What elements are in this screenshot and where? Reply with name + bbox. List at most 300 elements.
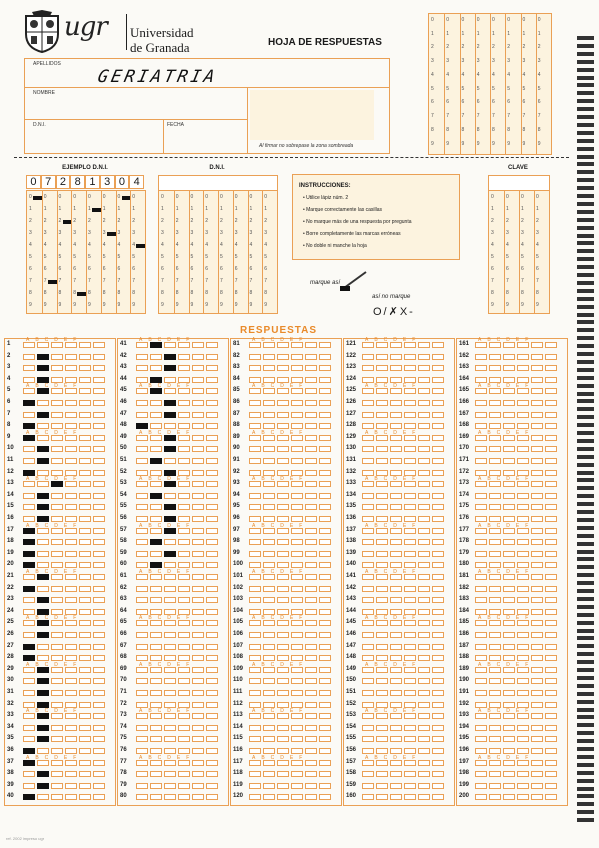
- answer-bubble-d[interactable]: [65, 516, 77, 522]
- answer-bubble-f[interactable]: [432, 458, 444, 464]
- grid-digit-0[interactable]: 0: [161, 194, 164, 200]
- answer-bubble-e[interactable]: [418, 609, 430, 615]
- answer-bubble-d[interactable]: [178, 632, 190, 638]
- answer-bubble-f[interactable]: [545, 504, 557, 510]
- answer-bubble-f[interactable]: [545, 539, 557, 545]
- answer-bubble-f[interactable]: [206, 423, 218, 429]
- answer-bubble-f[interactable]: [93, 504, 105, 510]
- answer-bubble-d[interactable]: [65, 725, 77, 731]
- answer-bubble-a[interactable]: [136, 783, 148, 789]
- grid-digit-8[interactable]: 8: [461, 126, 465, 133]
- grid-digit-5[interactable]: 5: [205, 253, 209, 260]
- answer-bubble-e[interactable]: [305, 551, 317, 557]
- answer-bubble-d[interactable]: [291, 644, 303, 650]
- grid-digit-9[interactable]: 9: [431, 140, 434, 147]
- answer-bubble-b[interactable]: [37, 690, 49, 696]
- answer-bubble-b[interactable]: [376, 690, 388, 696]
- answer-bubble-b[interactable]: [263, 794, 275, 800]
- answer-bubble-f[interactable]: [319, 551, 331, 557]
- answer-bubble-f[interactable]: [319, 794, 331, 800]
- answer-bubble-f[interactable]: [545, 388, 557, 394]
- grid-digit-5[interactable]: 5: [161, 253, 164, 260]
- answer-bubble-d[interactable]: [178, 493, 190, 499]
- answer-bubble-b[interactable]: [263, 771, 275, 777]
- grid-digit-6[interactable]: 6: [264, 265, 268, 272]
- answer-bubble-f[interactable]: [545, 713, 557, 719]
- answer-bubble-b[interactable]: [489, 470, 501, 476]
- grid-digit-9[interactable]: 9: [537, 140, 541, 147]
- answer-bubble-b[interactable]: [376, 609, 388, 615]
- answer-bubble-e[interactable]: [305, 748, 317, 754]
- answer-bubble-d[interactable]: [178, 644, 190, 650]
- answer-bubble-f[interactable]: [319, 748, 331, 754]
- answer-bubble-d[interactable]: [178, 702, 190, 708]
- answer-bubble-c[interactable]: [51, 632, 63, 638]
- answer-bubble-c[interactable]: [503, 644, 515, 650]
- answer-bubble-f[interactable]: [93, 713, 105, 719]
- grid-digit-8[interactable]: 8: [264, 289, 268, 296]
- answer-bubble-f[interactable]: [545, 365, 557, 371]
- answer-bubble-f[interactable]: [319, 771, 331, 777]
- answer-bubble-c[interactable]: [51, 504, 63, 510]
- answer-bubble-e[interactable]: [418, 504, 430, 510]
- answer-bubble-e[interactable]: [192, 783, 204, 789]
- answer-bubble-c[interactable]: [51, 609, 63, 615]
- answer-bubble-d[interactable]: [517, 400, 529, 406]
- answer-bubble-e[interactable]: [192, 597, 204, 603]
- answer-bubble-c[interactable]: [277, 632, 289, 638]
- answer-bubble-d[interactable]: [178, 412, 190, 418]
- grid-digit-7[interactable]: 7: [220, 277, 223, 284]
- answer-bubble-a[interactable]: [23, 644, 35, 650]
- answer-bubble-f[interactable]: [545, 748, 557, 754]
- answer-bubble-f[interactable]: [206, 539, 218, 545]
- answer-bubble-b[interactable]: [376, 597, 388, 603]
- answer-bubble-c[interactable]: [51, 783, 63, 789]
- grid-digit-8[interactable]: 8: [446, 126, 450, 133]
- answer-bubble-a[interactable]: [475, 377, 487, 383]
- answer-bubble-c[interactable]: [390, 539, 402, 545]
- answer-bubble-b[interactable]: [376, 539, 388, 545]
- grid-digit-0[interactable]: 0: [492, 17, 495, 23]
- answer-bubble-d[interactable]: [517, 470, 529, 476]
- answer-bubble-f[interactable]: [319, 655, 331, 661]
- answer-bubble-d[interactable]: [291, 678, 303, 684]
- answer-bubble-f[interactable]: [319, 713, 331, 719]
- grid-digit-3[interactable]: 3: [491, 229, 494, 236]
- answer-bubble-a[interactable]: [475, 632, 487, 638]
- answer-bubble-f[interactable]: [432, 446, 444, 452]
- answer-bubble-d[interactable]: [178, 690, 190, 696]
- answer-bubble-d[interactable]: [178, 736, 190, 742]
- answer-bubble-d[interactable]: [404, 597, 416, 603]
- answer-bubble-d[interactable]: [404, 551, 416, 557]
- answer-bubble-c[interactable]: [277, 365, 289, 371]
- answer-bubble-f[interactable]: [432, 377, 444, 383]
- answer-bubble-b[interactable]: [489, 354, 501, 360]
- answer-bubble-c[interactable]: [164, 551, 176, 557]
- answer-bubble-f[interactable]: [206, 504, 218, 510]
- answer-bubble-f[interactable]: [432, 748, 444, 754]
- grid-digit-4[interactable]: 4: [537, 71, 541, 78]
- answer-bubble-c[interactable]: [503, 504, 515, 510]
- answer-bubble-a[interactable]: [249, 586, 261, 592]
- answer-bubble-c[interactable]: [164, 783, 176, 789]
- grid-digit-4[interactable]: 4: [264, 241, 268, 248]
- answer-bubble-e[interactable]: [305, 678, 317, 684]
- answer-bubble-d[interactable]: [517, 794, 529, 800]
- answer-bubble-f[interactable]: [432, 528, 444, 534]
- answer-bubble-b[interactable]: [37, 644, 49, 650]
- answer-bubble-d[interactable]: [517, 458, 529, 464]
- dni-digit-boxes[interactable]: [158, 175, 278, 191]
- answer-bubble-b[interactable]: [150, 446, 162, 452]
- answer-bubble-f[interactable]: [432, 435, 444, 441]
- answer-bubble-c[interactable]: [390, 632, 402, 638]
- answer-bubble-e[interactable]: [531, 354, 543, 360]
- answer-bubble-c[interactable]: [390, 655, 402, 661]
- answer-bubble-f[interactable]: [93, 481, 105, 487]
- answer-bubble-b[interactable]: [489, 458, 501, 464]
- answer-bubble-f[interactable]: [93, 644, 105, 650]
- answer-bubble-c[interactable]: [503, 493, 515, 499]
- answer-bubble-f[interactable]: [432, 562, 444, 568]
- answer-bubble-f[interactable]: [206, 713, 218, 719]
- answer-bubble-a[interactable]: [362, 504, 374, 510]
- answer-bubble-c[interactable]: [503, 551, 515, 557]
- answer-bubble-d[interactable]: [178, 609, 190, 615]
- answer-bubble-b[interactable]: [489, 539, 501, 545]
- grid-digit-0[interactable]: 0: [446, 17, 450, 23]
- answer-bubble-d[interactable]: [404, 678, 416, 684]
- answer-bubble-f[interactable]: [432, 702, 444, 708]
- answer-bubble-f[interactable]: [93, 783, 105, 789]
- answer-bubble-d[interactable]: [65, 504, 77, 510]
- answer-bubble-a[interactable]: [362, 493, 374, 499]
- answer-bubble-e[interactable]: [531, 458, 543, 464]
- answer-bubble-b[interactable]: [263, 504, 275, 510]
- answer-bubble-f[interactable]: [545, 620, 557, 626]
- answer-bubble-c[interactable]: [164, 458, 176, 464]
- answer-bubble-e[interactable]: [418, 655, 430, 661]
- answer-bubble-b[interactable]: [37, 794, 49, 800]
- grid-digit-6[interactable]: 6: [476, 99, 480, 106]
- answer-bubble-c[interactable]: [277, 400, 289, 406]
- grid-digit-1[interactable]: 1: [249, 205, 253, 212]
- answer-bubble-d[interactable]: [291, 504, 303, 510]
- top-code-grid[interactable]: [428, 13, 552, 155]
- answer-bubble-a[interactable]: [475, 690, 487, 696]
- answer-bubble-f[interactable]: [93, 539, 105, 545]
- answer-bubble-f[interactable]: [206, 783, 218, 789]
- answer-bubble-c[interactable]: [390, 423, 402, 429]
- answer-bubble-f[interactable]: [93, 748, 105, 754]
- answer-bubble-b[interactable]: [37, 597, 49, 603]
- grid-digit-0[interactable]: 0: [249, 194, 253, 200]
- answer-bubble-a[interactable]: [23, 794, 35, 800]
- answer-bubble-f[interactable]: [93, 365, 105, 371]
- answer-bubble-a[interactable]: [475, 702, 487, 708]
- answer-bubble-f[interactable]: [319, 690, 331, 696]
- answer-bubble-b[interactable]: [150, 458, 162, 464]
- answer-bubble-e[interactable]: [79, 493, 91, 499]
- answer-bubble-e[interactable]: [418, 365, 430, 371]
- grid-digit-2[interactable]: 2: [205, 217, 209, 224]
- answer-bubble-f[interactable]: [93, 412, 105, 418]
- answer-bubble-a[interactable]: [475, 423, 487, 429]
- answer-bubble-e[interactable]: [531, 377, 543, 383]
- answer-bubble-c[interactable]: [277, 586, 289, 592]
- answer-bubble-c[interactable]: [390, 551, 402, 557]
- answer-bubble-e[interactable]: [418, 470, 430, 476]
- answer-bubble-c[interactable]: [503, 446, 515, 452]
- grid-digit-8[interactable]: 8: [234, 289, 238, 296]
- answer-bubble-b[interactable]: [376, 748, 388, 754]
- grid-digit-3[interactable]: 3: [220, 229, 223, 236]
- answer-bubble-c[interactable]: [277, 736, 289, 742]
- answer-bubble-e[interactable]: [418, 539, 430, 545]
- answer-bubble-b[interactable]: [37, 377, 49, 383]
- grid-digit-5[interactable]: 5: [492, 85, 495, 92]
- grid-digit-9[interactable]: 9: [175, 301, 179, 308]
- answer-bubble-b[interactable]: [376, 470, 388, 476]
- answer-bubble-c[interactable]: [390, 412, 402, 418]
- grid-digit-7[interactable]: 7: [521, 277, 524, 284]
- answer-bubble-b[interactable]: [489, 446, 501, 452]
- answer-bubble-f[interactable]: [545, 400, 557, 406]
- answer-bubble-a[interactable]: [249, 354, 261, 360]
- answer-bubble-d[interactable]: [404, 644, 416, 650]
- answer-bubble-b[interactable]: [150, 644, 162, 650]
- answer-bubble-d[interactable]: [178, 539, 190, 545]
- answer-bubble-d[interactable]: [517, 504, 529, 510]
- answer-bubble-b[interactable]: [376, 504, 388, 510]
- grid-digit-8[interactable]: 8: [161, 289, 164, 296]
- answer-bubble-b[interactable]: [489, 400, 501, 406]
- answer-bubble-e[interactable]: [79, 423, 91, 429]
- answer-bubble-c[interactable]: [51, 516, 63, 522]
- answer-bubble-c[interactable]: [51, 446, 63, 452]
- grid-digit-6[interactable]: 6: [161, 265, 164, 272]
- answer-bubble-e[interactable]: [418, 794, 430, 800]
- answer-bubble-a[interactable]: [362, 586, 374, 592]
- answer-bubble-b[interactable]: [263, 470, 275, 476]
- answer-bubble-d[interactable]: [178, 377, 190, 383]
- answer-bubble-a[interactable]: [249, 562, 261, 568]
- answer-bubble-c[interactable]: [390, 458, 402, 464]
- answer-bubble-c[interactable]: [277, 702, 289, 708]
- grid-digit-5[interactable]: 5: [522, 85, 526, 92]
- answer-bubble-a[interactable]: [362, 365, 374, 371]
- answer-bubble-f[interactable]: [93, 667, 105, 673]
- answer-bubble-f[interactable]: [206, 609, 218, 615]
- answer-bubble-f[interactable]: [93, 760, 105, 766]
- answer-bubble-c[interactable]: [164, 412, 176, 418]
- grid-digit-7[interactable]: 7: [536, 277, 539, 284]
- answer-bubble-c[interactable]: [390, 400, 402, 406]
- answer-bubble-f[interactable]: [319, 365, 331, 371]
- answer-bubble-f[interactable]: [319, 470, 331, 476]
- answer-bubble-d[interactable]: [65, 354, 77, 360]
- answer-bubble-a[interactable]: [23, 354, 35, 360]
- answer-bubble-d[interactable]: [291, 794, 303, 800]
- answer-bubble-b[interactable]: [150, 771, 162, 777]
- answer-bubble-c[interactable]: [164, 771, 176, 777]
- clave-grid[interactable]: [488, 190, 550, 314]
- answer-bubble-b[interactable]: [489, 736, 501, 742]
- answer-bubble-b[interactable]: [489, 586, 501, 592]
- answer-bubble-a[interactable]: [136, 736, 148, 742]
- grid-digit-9[interactable]: 9: [190, 301, 194, 308]
- grid-digit-0[interactable]: 0: [536, 194, 539, 200]
- answer-bubble-c[interactable]: [277, 423, 289, 429]
- answer-bubble-c[interactable]: [390, 794, 402, 800]
- answer-bubble-b[interactable]: [37, 783, 49, 789]
- answer-bubble-d[interactable]: [517, 655, 529, 661]
- answer-bubble-f[interactable]: [319, 632, 331, 638]
- answer-bubble-f[interactable]: [93, 377, 105, 383]
- answer-bubble-b[interactable]: [376, 493, 388, 499]
- answer-bubble-f[interactable]: [545, 412, 557, 418]
- answer-bubble-f[interactable]: [206, 365, 218, 371]
- grid-digit-1[interactable]: 1: [175, 205, 179, 212]
- answer-bubble-c[interactable]: [390, 470, 402, 476]
- grid-digit-3[interactable]: 3: [161, 229, 164, 236]
- answer-bubble-a[interactable]: [23, 690, 35, 696]
- answer-bubble-a[interactable]: [23, 400, 35, 406]
- answer-bubble-a[interactable]: [475, 771, 487, 777]
- answer-bubble-b[interactable]: [150, 400, 162, 406]
- answer-bubble-b[interactable]: [376, 586, 388, 592]
- answer-bubble-b[interactable]: [150, 562, 162, 568]
- answer-bubble-d[interactable]: [404, 446, 416, 452]
- answer-bubble-d[interactable]: [65, 655, 77, 661]
- answer-bubble-c[interactable]: [503, 783, 515, 789]
- answer-bubble-e[interactable]: [79, 702, 91, 708]
- grid-digit-5[interactable]: 5: [175, 253, 179, 260]
- answer-bubble-e[interactable]: [305, 423, 317, 429]
- answer-bubble-d[interactable]: [517, 783, 529, 789]
- grid-digit-2[interactable]: 2: [161, 217, 164, 224]
- answer-bubble-e[interactable]: [418, 377, 430, 383]
- answer-bubble-d[interactable]: [517, 365, 529, 371]
- answer-bubble-e[interactable]: [418, 597, 430, 603]
- grid-digit-7[interactable]: 7: [234, 277, 238, 284]
- answer-bubble-f[interactable]: [93, 470, 105, 476]
- answer-bubble-b[interactable]: [376, 771, 388, 777]
- answer-bubble-c[interactable]: [503, 516, 515, 522]
- answer-bubble-a[interactable]: [362, 736, 374, 742]
- answer-bubble-e[interactable]: [192, 365, 204, 371]
- grid-digit-0[interactable]: 0: [476, 17, 480, 23]
- answer-bubble-a[interactable]: [362, 516, 374, 522]
- answer-bubble-c[interactable]: [503, 609, 515, 615]
- answer-bubble-f[interactable]: [319, 458, 331, 464]
- answer-bubble-c[interactable]: [503, 354, 515, 360]
- answer-bubble-d[interactable]: [404, 412, 416, 418]
- answer-bubble-d[interactable]: [65, 365, 77, 371]
- answer-bubble-e[interactable]: [531, 470, 543, 476]
- grid-digit-5[interactable]: 5: [234, 253, 238, 260]
- answer-bubble-d[interactable]: [404, 504, 416, 510]
- grid-digit-4[interactable]: 4: [175, 241, 179, 248]
- answer-bubble-e[interactable]: [531, 725, 543, 731]
- grid-digit-6[interactable]: 6: [175, 265, 179, 272]
- grid-digit-3[interactable]: 3: [507, 58, 511, 65]
- answer-bubble-f[interactable]: [432, 771, 444, 777]
- grid-digit-6[interactable]: 6: [507, 99, 511, 106]
- answer-bubble-f[interactable]: [319, 504, 331, 510]
- grid-digit-5[interactable]: 5: [506, 253, 509, 260]
- answer-bubble-d[interactable]: [291, 609, 303, 615]
- answer-bubble-d[interactable]: [404, 493, 416, 499]
- answer-bubble-b[interactable]: [263, 609, 275, 615]
- answer-bubble-c[interactable]: [277, 539, 289, 545]
- grid-digit-7[interactable]: 7: [431, 113, 434, 120]
- answer-bubble-d[interactable]: [178, 516, 190, 522]
- answer-bubble-d[interactable]: [65, 597, 77, 603]
- answer-bubble-b[interactable]: [150, 377, 162, 383]
- grid-digit-4[interactable]: 4: [431, 71, 434, 78]
- answer-bubble-f[interactable]: [319, 342, 331, 348]
- answer-bubble-f[interactable]: [93, 609, 105, 615]
- grid-digit-0[interactable]: 0: [461, 17, 465, 23]
- answer-bubble-f[interactable]: [545, 644, 557, 650]
- answer-bubble-e[interactable]: [531, 771, 543, 777]
- answer-bubble-f[interactable]: [319, 783, 331, 789]
- answer-bubble-a[interactable]: [136, 423, 148, 429]
- answer-bubble-c[interactable]: [51, 771, 63, 777]
- answer-bubble-b[interactable]: [150, 690, 162, 696]
- answer-bubble-d[interactable]: [291, 655, 303, 661]
- answer-bubble-a[interactable]: [23, 597, 35, 603]
- answer-bubble-e[interactable]: [79, 354, 91, 360]
- answer-bubble-f[interactable]: [432, 493, 444, 499]
- answer-bubble-a[interactable]: [362, 678, 374, 684]
- answer-bubble-a[interactable]: [249, 504, 261, 510]
- answer-bubble-c[interactable]: [277, 783, 289, 789]
- answer-bubble-b[interactable]: [37, 586, 49, 592]
- answer-bubble-e[interactable]: [531, 562, 543, 568]
- grid-digit-0[interactable]: 0: [537, 17, 541, 23]
- answer-bubble-d[interactable]: [404, 736, 416, 742]
- answer-bubble-b[interactable]: [489, 597, 501, 603]
- answer-bubble-b[interactable]: [376, 678, 388, 684]
- answer-bubble-f[interactable]: [206, 493, 218, 499]
- answer-bubble-d[interactable]: [65, 690, 77, 696]
- answer-bubble-a[interactable]: [136, 690, 148, 696]
- answer-bubble-c[interactable]: [390, 504, 402, 510]
- answer-bubble-f[interactable]: [319, 388, 331, 394]
- answer-bubble-b[interactable]: [263, 597, 275, 603]
- answer-bubble-a[interactable]: [362, 470, 374, 476]
- answer-bubble-b[interactable]: [150, 493, 162, 499]
- answer-bubble-c[interactable]: [51, 493, 63, 499]
- grid-digit-8[interactable]: 8: [175, 289, 179, 296]
- answer-bubble-d[interactable]: [517, 736, 529, 742]
- answer-bubble-f[interactable]: [545, 736, 557, 742]
- answer-bubble-a[interactable]: [362, 354, 374, 360]
- answer-bubble-b[interactable]: [263, 562, 275, 568]
- answer-bubble-e[interactable]: [192, 771, 204, 777]
- answer-bubble-b[interactable]: [263, 458, 275, 464]
- answer-bubble-e[interactable]: [192, 748, 204, 754]
- answer-bubble-a[interactable]: [249, 423, 261, 429]
- grid-digit-3[interactable]: 3: [264, 229, 268, 236]
- answer-bubble-f[interactable]: [432, 690, 444, 696]
- answer-bubble-a[interactable]: [475, 551, 487, 557]
- answer-bubble-f[interactable]: [432, 551, 444, 557]
